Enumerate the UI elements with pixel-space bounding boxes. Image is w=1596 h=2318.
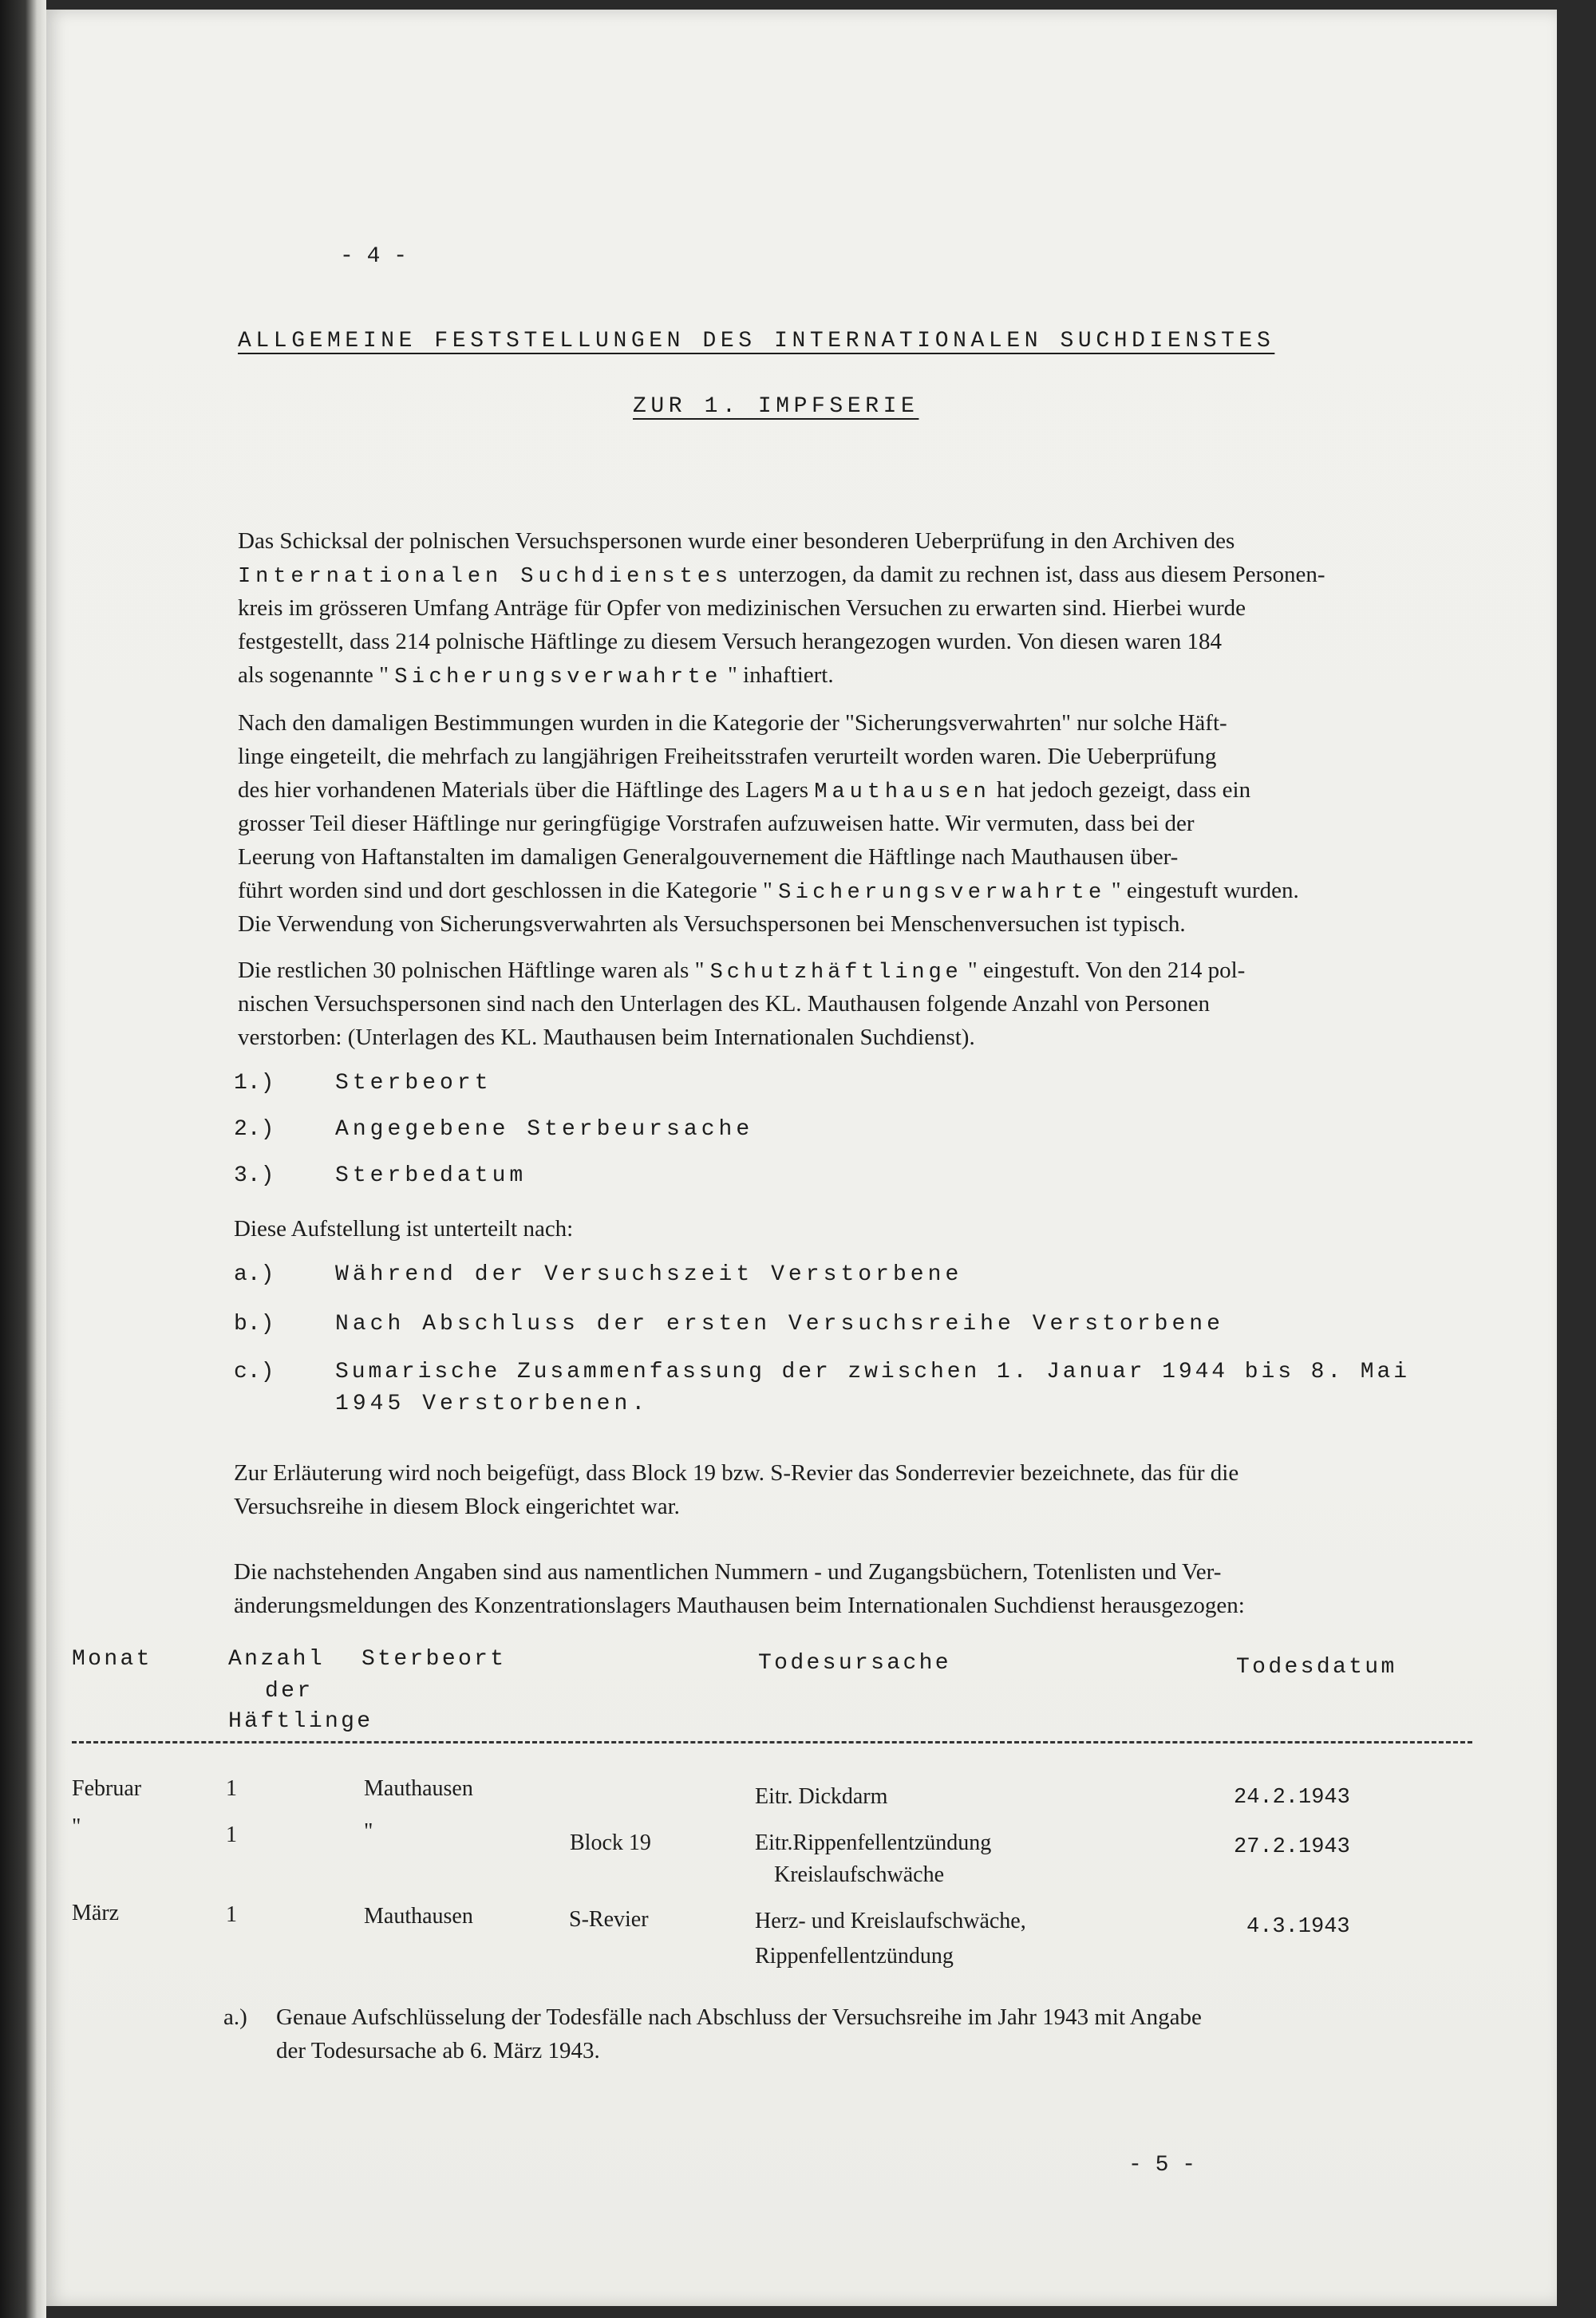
document-title: ALLGEMEINE FESTSTELLUNGEN DES INTERNATIONALEN SUCHDIENSTES <box>238 329 1275 353</box>
cell-block: S-Revier <box>569 1907 649 1932</box>
source-line-2: änderungsmeldungen des Konzentrationslagers Mauthausen beim Internationalen Suchdienst herausgezogen: <box>234 1593 1245 1618</box>
cell-place: " <box>364 1819 373 1844</box>
page-number-top: - 4 - <box>340 244 408 269</box>
cell-cause-line-2: Kreislaufschwäche <box>774 1862 945 1887</box>
cell-cause: Eitr. Dickdarm <box>755 1784 888 1809</box>
list-number: 3.) <box>234 1163 275 1188</box>
paragraph-3-line-2: nischen Versuchspersonen sind nach den Unterlagen des KL. Mauthausen folgende Anzahl von Personen <box>238 991 1210 1017</box>
page-number-bottom: - 5 - <box>1128 2153 1196 2178</box>
list-number: 2.) <box>234 1117 275 1142</box>
cell-month: " <box>72 1815 81 1839</box>
paragraph-1-line-3: kreis im grösseren Umfang Anträge für Opfer von medizinischen Versuchen zu erwarten sind. Hierbei wurde <box>238 595 1246 621</box>
footer-note-letter: a.) <box>223 2004 247 2030</box>
cell-block: Block 19 <box>570 1830 651 1855</box>
text-span: " inhaftiert. <box>721 662 834 688</box>
footer-note-line-2: der Todesursache ab 6. März 1943. <box>276 2038 600 2063</box>
list-number: 1.) <box>234 1071 275 1096</box>
paragraph-2-line-2: linge eingeteilt, die mehrfach zu langjährigen Freiheitsstrafen verurteilt worden waren. Die Ueberprüfung <box>238 744 1217 769</box>
cell-count: 1 <box>226 1822 237 1847</box>
division-intro: Diese Aufstellung ist unterteilt nach: <box>234 1216 574 1242</box>
text-span: als sogenannte " <box>238 662 395 688</box>
paragraph-1-line-2 <box>238 562 1325 589</box>
column-header-place: Sterbeort <box>361 1647 507 1672</box>
paragraph-1-line-4: festgestellt, dass 214 polnische Häftlinge zu diesem Versuch herangezogen wurden. Von diesen waren 184 <box>238 629 1222 654</box>
paragraph-2-line-3 <box>238 777 1250 804</box>
list-item-text: Nach Abschluss der ersten Versuchsreihe Verstorbene <box>335 1312 1224 1337</box>
cell-cause: Herz- und Kreislaufschwäche, <box>755 1909 1026 1933</box>
paragraph-2-line-6 <box>238 878 1299 905</box>
text-span: führt worden sind und dort geschlossen in die Kategorie " <box>238 878 779 903</box>
cell-count: 1 <box>226 1776 237 1801</box>
paragraph-3-line-3: verstorben: (Unterlagen des KL. Mauthausen beim Internationalen Suchdienst). <box>238 1025 975 1050</box>
binding-spine <box>0 0 46 2318</box>
paragraph-3-line-1 <box>238 958 1245 985</box>
list-item-text: Sterbedatum <box>335 1163 527 1188</box>
list-item-text: Angegebene Sterbeursache <box>335 1117 754 1142</box>
spaced-term: Sicherungsverwahrte <box>778 881 1106 905</box>
list-item-text: Sterbeort <box>335 1071 492 1096</box>
column-header-count-3: Häftlinge <box>228 1709 373 1734</box>
paragraph-1-line-1: Das Schicksal der polnischen Versuchspersonen wurde einer besonderen Ueberprüfung in den Archiven des <box>238 528 1235 554</box>
list-item-text-continued: 1945 Verstorbenen. <box>335 1392 650 1416</box>
cell-count: 1 <box>226 1902 237 1927</box>
cell-month: März <box>72 1901 120 1925</box>
text-span: Die restlichen 30 polnischen Häftlinge waren als " <box>238 958 710 983</box>
footer-note-line-1: Genaue Aufschlüsselung der Todesfälle nach Abschluss der Versuchsreihe im Jahr 1943 mit Angabe <box>276 2004 1202 2030</box>
column-header-count-2: der <box>265 1679 314 1704</box>
text-span: " eingestuft wurden. <box>1105 878 1299 903</box>
cell-month: Februar <box>72 1776 142 1801</box>
cell-date: 4.3.1943 <box>1246 1915 1350 1939</box>
cell-date: 27.2.1943 <box>1234 1835 1350 1859</box>
cell-place: Mauthausen <box>364 1776 473 1801</box>
document-subtitle: ZUR 1. IMPFSERIE <box>633 394 919 419</box>
cell-cause-line-2: Rippenfellentzündung <box>755 1944 954 1969</box>
paragraph-2-line-5: Leerung von Haftanstalten im damaligen Generalgouvernement die Häftlinge nach Mauthausen über- <box>238 844 1179 870</box>
column-header-cause: Todesursache <box>758 1651 951 1676</box>
document-page <box>46 10 1557 2306</box>
paragraph-1-line-5 <box>238 662 834 689</box>
spaced-term: Mauthausen <box>814 780 991 804</box>
paragraph-2-line-1: Nach den damaligen Bestimmungen wurden in die Kategorie der "Sicherungsverwahrten" nur solche Häft- <box>238 710 1227 736</box>
list-letter: a.) <box>234 1262 275 1287</box>
list-item-text: Sumarische Zusammenfassung der zwischen 1. Januar 1944 bis 8. Mai <box>335 1360 1410 1384</box>
cell-date: 24.2.1943 <box>1234 1786 1350 1810</box>
text-span: unterzogen, da damit zu rechnen ist, dass aus diesem Personen- <box>733 562 1325 587</box>
text-span: hat jedoch gezeigt, dass ein <box>990 777 1251 803</box>
paragraph-2-line-7: Die Verwendung von Sicherungsverwahrten als Versuchspersonen bei Menschenversuchen ist typisch. <box>238 911 1186 937</box>
spaced-term: Sicherungsverwahrte <box>394 665 722 689</box>
column-header-count: Anzahl <box>228 1647 325 1672</box>
spaced-term: Schutzhäftlinge <box>709 961 962 985</box>
text-span: " eingestuft. Von den 214 pol- <box>962 958 1246 983</box>
list-item-text: Während der Versuchszeit Verstorbene <box>335 1262 963 1287</box>
source-line-1: Die nachstehenden Angaben sind aus namentlichen Nummern - und Zugangsbüchern, Totenlisten und Ver- <box>234 1559 1222 1585</box>
table-header-rule <box>72 1741 1472 1743</box>
spaced-term: Internationalen Suchdienstes <box>238 565 733 589</box>
column-header-month: Monat <box>72 1647 152 1672</box>
text-span: des hier vorhandenen Materials über die Häftlinge des Lagers <box>238 777 815 803</box>
note-line-2: Versuchsreihe in diesem Block eingerichtet war. <box>234 1494 680 1519</box>
list-letter: b.) <box>234 1312 275 1337</box>
note-line-1: Zur Erläuterung wird noch beigefügt, dass Block 19 bzw. S-Revier das Sonderrevier bezeichnete, das für die <box>234 1460 1239 1486</box>
column-header-date: Todesdatum <box>1236 1655 1397 1680</box>
list-letter: c.) <box>234 1360 275 1384</box>
cell-cause: Eitr.Rippenfellentzündung <box>755 1830 992 1855</box>
paragraph-2-line-4: grosser Teil dieser Häftlinge nur geringfügige Vorstrafen aufzuweisen hatte. Wir vermuten, dass bei der <box>238 811 1195 836</box>
cell-place: Mauthausen <box>364 1904 473 1929</box>
